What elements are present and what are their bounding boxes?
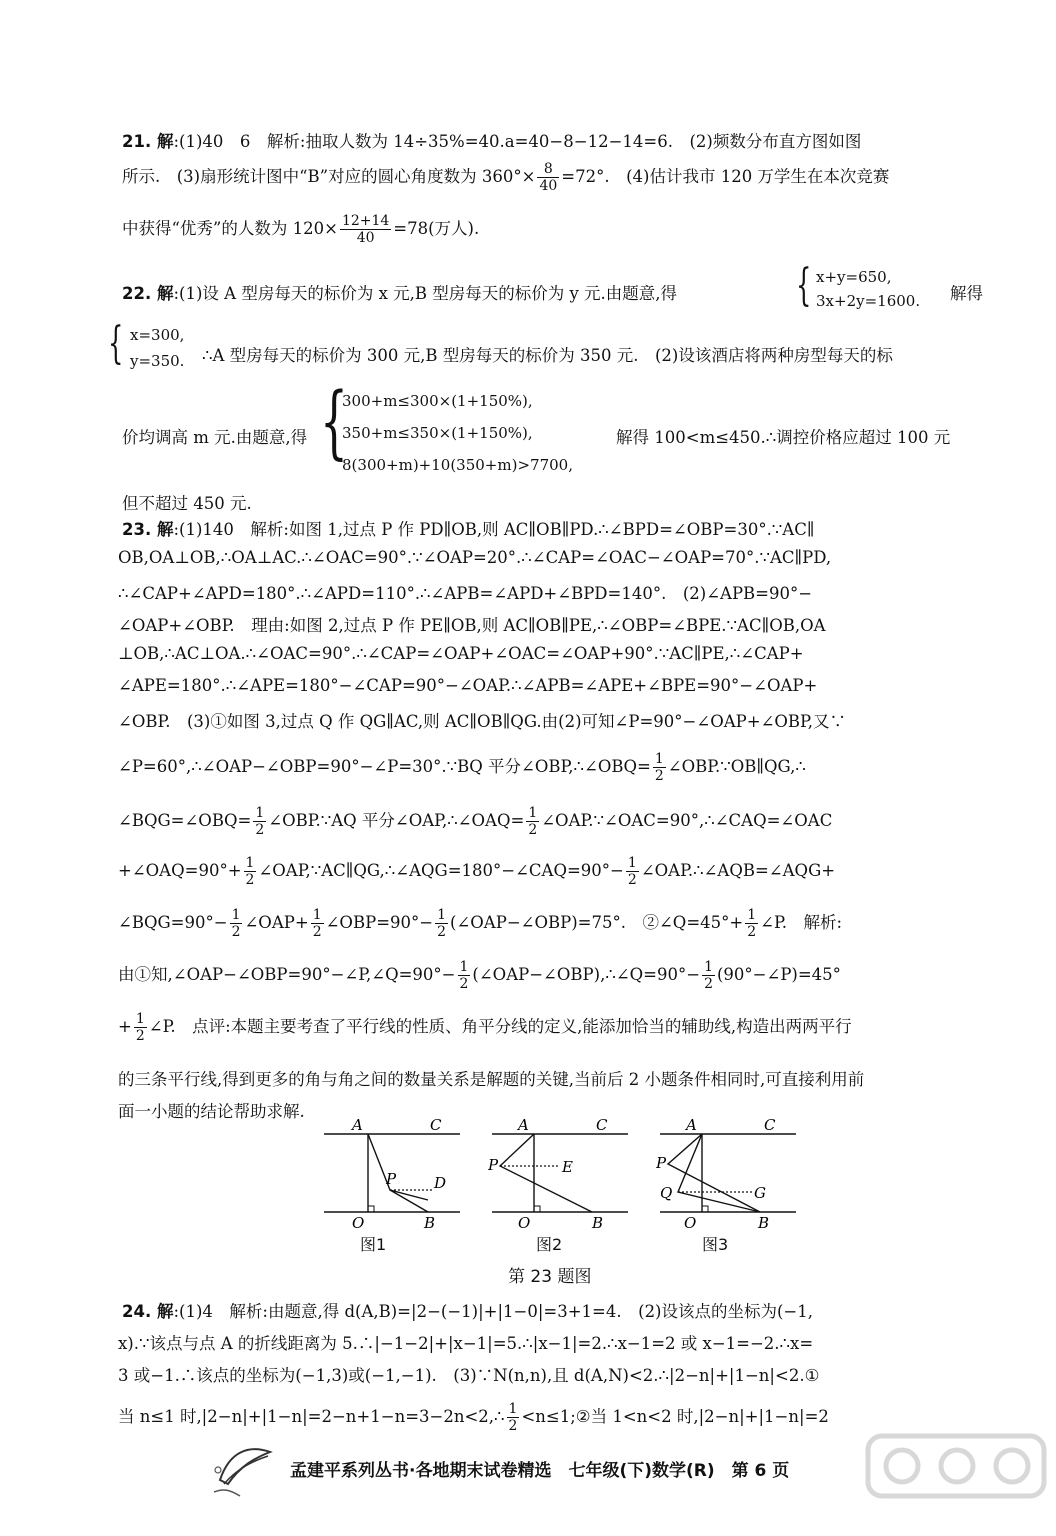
label-p: P bbox=[656, 1154, 667, 1172]
label-b: B bbox=[758, 1214, 770, 1232]
fraction-half: $\frac{1}{2}$ bbox=[704, 959, 713, 992]
fraction-half: $\frac{1}{2}$ bbox=[508, 1401, 518, 1434]
site-watermark-icon bbox=[862, 1426, 1052, 1510]
segment-pb bbox=[390, 1190, 428, 1212]
fraction: $\frac{12+14}{40}$ bbox=[341, 213, 390, 246]
q22-line3a: 价均调高 m 元.由题意,得 bbox=[122, 428, 308, 447]
q22-solve-word: 解得 bbox=[950, 284, 983, 303]
q21-label: 21. 解 bbox=[122, 132, 174, 151]
publisher-logo-icon bbox=[210, 1440, 280, 1504]
label-c: C bbox=[430, 1116, 442, 1134]
label-d: D bbox=[434, 1174, 447, 1192]
label-o: O bbox=[684, 1214, 697, 1232]
label-a: A bbox=[352, 1116, 363, 1134]
segment-apb bbox=[500, 1134, 592, 1212]
right-angle-mark bbox=[368, 1206, 374, 1212]
fraction-half: $\frac{1}{2}$ bbox=[255, 805, 265, 838]
figure-1 bbox=[320, 1112, 470, 1254]
label-c: C bbox=[764, 1116, 776, 1134]
label-p: P bbox=[488, 1156, 499, 1174]
fraction-half: $\frac{1}{2}$ bbox=[654, 751, 664, 784]
fraction-half: $\frac{1}{2}$ bbox=[437, 907, 447, 940]
label-a: A bbox=[686, 1116, 697, 1134]
fraction-half: $\frac{1}{2}$ bbox=[312, 907, 322, 940]
q21-line2a: 所示. (3)扇形统计图中“B”对应的圆心角度数为 360°× bbox=[122, 167, 536, 186]
q21-line3a: 中获得“优秀”的人数为 120× bbox=[122, 219, 338, 238]
page-footer: 孟建平系列丛书·各地期末试卷精选 七年级(下)数学(R) 第 6 页 bbox=[290, 1461, 790, 1481]
q22-line1: :(1)设 A 型房每天的标价为 x 元,B 型房每天的标价为 y 元.由题意,得 bbox=[173, 284, 678, 303]
figure-3-caption: 图3 bbox=[702, 1235, 729, 1254]
label-g: G bbox=[754, 1184, 766, 1202]
label-b: B bbox=[424, 1214, 436, 1232]
q22-label: 22. 解 bbox=[122, 284, 174, 303]
q21-line2b: =72°. (4)估计我市 120 万学生在本次竞赛 bbox=[561, 167, 890, 186]
answer-page: 21. 解:(1)40 6 解析:抽取人数为 14÷35%=40.a=40−8−12−14=6. (2)频数分布直方图如图 所示. (3)扇形统计图中“B”对应的圆心角度数为 360°× $\frac{8}{40}$ =72°. (4)估计我市 120 万学生在本次竞赛 中获得“优秀”的人数为 120× $\frac{12+14}{40}$ =78(万人). 22. 解:(1)设 A 型房每天的标价为 x 元,B 型房每天的标价为 y 元.由题意,得 { x+y=650, 3x+2y=1600. 解得 { x=300, y=350. ∴A 型房每天的标价为 300 元,B 型房每天的标价为 350 元. (2)设该酒店将两种房型每天的标 价均调高 m 元.由题意,得 { 300+m≤300×(1+150%), 350+m≤350×(1+150%), 8(300+m)+10(350+m)>7700, 解得 100<m≤450.∴调控价格应超过 100 元 但不超过 450 元. 23. 解:(1)140 解析:如图 1,过点 P 作 PD∥OB,则 AC∥OB∥PD.∴∠BPD=∠OBP=30°.∵AC∥ OB,OA⊥OB,∴OA⊥AC.∴∠OAC=90°.∵∠OAP=20°.∴∠CAP=∠OAC−∠OAP=70°.∵AC∥PD, ∴∠CAP+∠APD=180°.∴∠APD=110°.∴∠APB=∠APD+∠BPD=140°. (2)∠APB=90°− ∠OAP+∠OBP. 理由:如图 2,过点 P 作 PE∥OB,则 AC∥OB∥PE,∴∠OBP=∠BPE.∵AC∥OB,OA ⊥OB,∴AC⊥OA.∴∠OAC=90°.∴∠CAP=∠OAP+∠OAC=∠OAP+90°.∵AC∥PE,∴∠CAP+ ∠APE=180°.∴∠APE=180°−∠CAP=90°−∠OAP.∴∠APB=∠APE+∠BPE=90°−∠OAP+ ∠OBP. (3)①如图 3,过点 Q 作 QG∥AC,则 AC∥OB∥QG.由(2)可知∠P=90°−∠OAP+∠OBP,又∵ ∠P=60°,∴∠OAP−∠OBP=90°−∠P=30°.∵BQ 平分∠OBP,∴∠OBQ= $\frac{1}{2}$ ∠OBP.∵OB∥QG,∴ ∠BQG=∠OBQ= $\frac{1}{2}$ ∠OBP.∵AQ 平分∠OAP,∴∠OAQ= $\frac{1}{2}$ ∠OAP.∵∠OAC=90°,∴∠CAQ=∠OAC +∠OAQ=90°+ $\frac{1}{2}$ ∠OAP,∵AC∥QG,∴∠AQG=180°−∠CAQ=90°− $\frac{1}{2}$ ∠OAP.∴∠AQB=∠AQG+ ∠BQG=90°− $\frac{1}{2}$ ∠OAP+ $\frac{1}{2}$ ∠OBP=90°− $\frac{1}{2}$ (∠OAP−∠OBP)=75°. ②∠Q=45°+ $\frac{1}{2}$ ∠P. 解析: 由①知,∠OAP−∠OBP=90°−∠P,∠Q=90°− $\frac{1}{2}$ (∠OAP−∠OBP),∴∠Q=90°− $\frac{1}{2}$ (90°−∠P)=45° + $\frac{1}{2}$ ∠P. 点评:本题主要考查了平行线的性质、角平分线的定义,能添加恰当的辅助线,构造出两两平行 的三条平行线,得到更多的角与角之间的数量关系是解题的关键,当前后 2 小题条件相同时,可直接利用前 面一小题的结论帮助求解. A C P D O B 图1 A C P E O B 图2 A C P Q G O B 图3 第 23 题图 24. 解:(1)4 解析:由题意,得 d(A,B)=|2−(−1)|+|1−0|=3+1=4. (2)设该点的坐标为(−1, x).∵该点与点 A 的折线距离为 5.∴|−1−2|+|x−1|=5.∴|x−1|=2.∴x−1=2 或 x−1=−2.∴x= 3 或−1.∴该点的坐标为(−1,3)或(−1,−1). (3)∵N(n,n),且 d(A,N)<2.∴|2−n|+|1−n|<2.① 当 n≤1 时,|2−n|+|1−n|=2−n+1−n=3−2n<2,∴ $\frac{1}{2}$ <n≤1;②当 1<n<2 时,|2−n|+|1−n|=2 孟建平系列丛书·各地期末试卷精选 七年级(下)数学(R) 第 6 页 bbox=[0, 0, 1056, 1536]
figure-2 bbox=[488, 1112, 638, 1254]
figure-1-caption: 图1 bbox=[360, 1235, 387, 1254]
label-e: E bbox=[562, 1158, 573, 1176]
figure-3-diagram bbox=[656, 1112, 806, 1232]
label-o: O bbox=[518, 1214, 531, 1232]
label-b: B bbox=[592, 1214, 604, 1232]
q21-line3b: =78(万人). bbox=[393, 219, 480, 238]
label-a: A bbox=[518, 1116, 529, 1134]
fraction-half: $\frac{1}{2}$ bbox=[245, 855, 255, 888]
fraction-half: $\frac{1}{2}$ bbox=[747, 907, 757, 940]
q21-line1: :(1)40 6 解析:抽取人数为 14÷35%=40.a=40−8−12−14=6. (2)频数分布直方图如图 bbox=[173, 132, 862, 151]
right-angle-mark bbox=[702, 1206, 708, 1212]
figure-1-diagram bbox=[320, 1112, 470, 1232]
fraction-half: $\frac{1}{2}$ bbox=[627, 855, 637, 888]
label-p: P bbox=[386, 1170, 397, 1188]
figure-group-caption: 第 23 题图 bbox=[508, 1267, 592, 1287]
q23-label: 23. 解 bbox=[122, 520, 174, 539]
q22-line4: 但不超过 450 元. bbox=[122, 494, 252, 513]
right-angle-mark bbox=[534, 1206, 540, 1212]
fraction-half: $\frac{1}{2}$ bbox=[528, 805, 538, 838]
label-o: O bbox=[352, 1214, 365, 1232]
fraction: $\frac{8}{40}$ bbox=[539, 161, 558, 194]
figure-3 bbox=[656, 1112, 806, 1254]
q22-line3b: 解得 100<m≤450.∴调控价格应超过 100 元 bbox=[616, 428, 951, 447]
fraction-half: $\frac{1}{2}$ bbox=[231, 907, 241, 940]
q24-label: 24. 解 bbox=[122, 1302, 174, 1321]
label-q: Q bbox=[660, 1184, 673, 1202]
fraction-half: $\frac{1}{2}$ bbox=[459, 959, 469, 992]
segment-aqb bbox=[678, 1134, 760, 1212]
figure-2-diagram bbox=[488, 1112, 638, 1232]
label-c: C bbox=[596, 1116, 608, 1134]
figure-2-caption: 图2 bbox=[536, 1235, 563, 1254]
fraction-half: $\frac{1}{2}$ bbox=[135, 1011, 145, 1044]
q22-line2: ∴A 型房每天的标价为 300 元,B 型房每天的标价为 350 元. (2)设该酒店将两种房型每天的标 bbox=[202, 346, 893, 365]
